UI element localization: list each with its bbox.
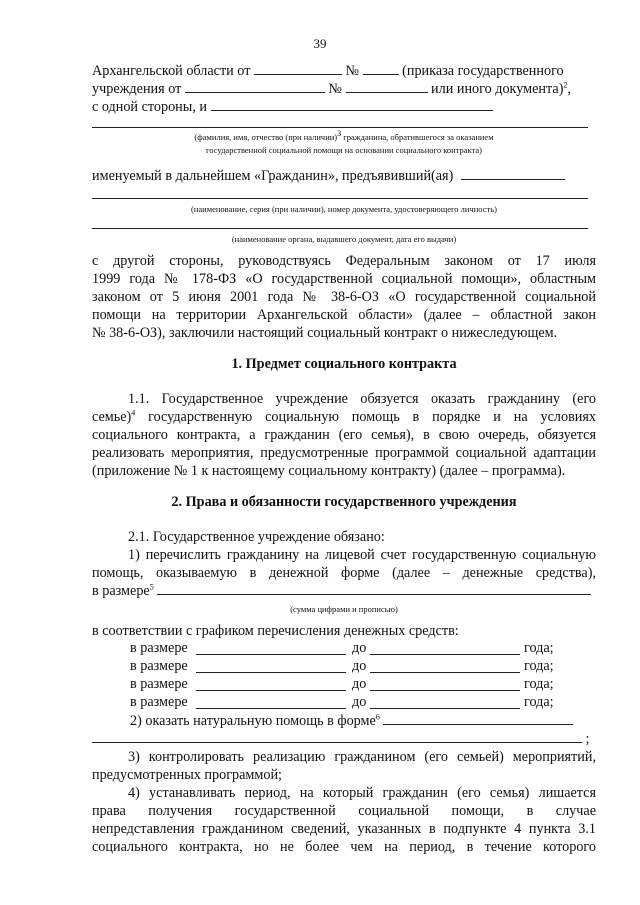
number-sign: № [345, 63, 360, 79]
footnote-ref: 5 [149, 582, 154, 592]
s11-line: (приложение № 1 к настоящему социальному контракту) (далее – программа). [92, 463, 566, 479]
fio-caption-2: государственной социальной помощи на основании социального контракта) [206, 145, 482, 155]
s21-heading: 2.1. Государственное учреждение обязано: [128, 529, 385, 545]
amount-blank[interactable] [196, 696, 346, 709]
date-blank[interactable] [185, 80, 325, 93]
number-blank[interactable] [346, 80, 428, 93]
intro-text: (приказа государственного [402, 63, 564, 79]
amount-blank[interactable] [196, 642, 346, 655]
item-1-line: помощь, оказываемую в денежной форме (далее – денежные средства), [92, 565, 596, 581]
footnote-ref: 6 [375, 712, 380, 722]
intro-line-3 [92, 98, 596, 116]
preamble-line: с другой стороны, руководствуясь Федеральным законом от 17 июля [92, 253, 596, 269]
item-4-line: непредставления гражданином сведений, указанных в подпункте 4 пункта 3.1 [92, 821, 596, 837]
preamble-line: № 38-6-ОЗ), заключили настоящий социальный контракт о нижеследующем. [92, 325, 558, 341]
fio-line[interactable] [92, 127, 588, 128]
item-3-line: предусмотренных программой; [92, 767, 282, 783]
number-blank[interactable] [363, 62, 399, 75]
date-blank[interactable] [254, 62, 342, 75]
intro-text: или иного документа) [431, 81, 564, 97]
s11-line: семье)$^4$ государственную социальную помощь в порядке и на условиях [92, 408, 596, 425]
item-1-line: в размере$^5$ [92, 582, 596, 600]
date-blank[interactable] [370, 642, 520, 655]
date-blank[interactable] [370, 660, 520, 673]
schedule-intro: в соответствии с графиком перечисления денежных средств: [92, 623, 459, 639]
footnote-ref: 2 [563, 80, 568, 90]
footnote-ref: 3 [337, 129, 342, 139]
s11-line: 1.1. Государственное учреждение обязуется оказать гражданину (его [128, 391, 596, 407]
item-4-line: социального контракта, но не более чем на период, в течение которого [92, 839, 596, 855]
fio-caption: (фамилия, имя, отчество (при наличии)$^3$ гражданина, обратившегося за оказанием [194, 129, 494, 142]
issuer-caption: (наименование органа, выдавшего документ, дата его выдачи) [231, 234, 457, 244]
document-page: 39 Архангельской области от № (приказа государственного учреждения от № или иного документа)$^2$, с одной стороны, и (фамилия, имя, отчество (при наличии)$^3$ гражданина, обратившегося за оказанием государственной социальной помощи на основании социального контракта) именуемый в дальнейшем «Гражданин», предъявивший(ая) (наименование, серия (при наличии), номер документа, удостоверяющего личность) (наименование органа, выдавшего документ, дата его выдачи) с другой стороны, руководствуясь Федеральным законом от 17 июля 1999 года № 178-ФЗ «О государственной социальной помощи», областным законом от 5 июня 2001 года № 38-6-ОЗ «О государственной социальной помощи на территории Архангельской области» (далее – областной закон № 38-6-ОЗ), заключили настоящий социальный контракт о нижеследующем. 1. Предмет социального контракта 1.1. Государственное учреждение обязуется оказать гражданину (его семье)$^4$ государственную социальную помощь в порядке и на условиях социального контракта, а гражданин (его семья), в свою очередь, обязуется реализовать мероприятия, предусмотренные программой социальной адаптации (приложение № 1 к настоящему социальному контракту) (далее – программа). 2. Права и обязанности государственного учреждения 2.1. Государственное учреждение обязано: 1) перечислить гражданину на лицевой счет государственную социальную помощь, оказываемую в денежной форме (далее – денежные средства), в размере$^5$ (сумма цифрами и прописью) в соответствии с графиком перечисления денежных средств: в размере до года; в размере до года; в размере до года; в размере до года; 2) оказать натуральную помощь в форме$^6$ ; 3) контролировать реализацию гражданином (его семьей) мероприятий, предусмотренных программой; 4) устанавливать период, на который гражданин (его семья) лишается права получения государственной социальной помощи, в случае непредставления гражданином сведений, указанных в подпункте 4 пункта 3.1 социального контракта, но не более чем на период, в течение которого [0, 0, 640, 905]
intro-text: , [567, 81, 571, 97]
document-blank[interactable] [461, 167, 565, 180]
intro-text: учреждения от [92, 81, 182, 97]
item-2-line: 2) оказать натуральную помощь в форме$^6$ [130, 712, 634, 730]
party-blank[interactable] [211, 98, 493, 111]
item-2-continuation: ; [92, 730, 596, 748]
item-1-line: 1) перечислить гражданину на лицевой счет государственную социальную [128, 547, 596, 563]
s11-line: реализовать мероприятия, предусмотренные программой социальной адаптации [92, 445, 596, 461]
page-number: 39 [313, 36, 327, 51]
item-4-line: 4) устанавливать период, на который гражданин (его семья) лишается [128, 785, 596, 801]
footnote-ref: 4 [131, 408, 136, 418]
document-caption: (наименование, серия (при наличии), номер документа, удостоверяющего личность) [191, 204, 497, 214]
in-kind-blank[interactable] [383, 712, 573, 725]
number-sign: № [328, 81, 342, 97]
item-4-line: права получения государственной социальной помощи, в случае [92, 803, 596, 819]
intro-text: с одной стороны, и [92, 99, 207, 115]
sum-blank[interactable] [157, 582, 591, 595]
named-text: именуемый в дальнейшем «Гражданин», предъявивший(ая) [92, 168, 454, 184]
date-blank[interactable] [370, 696, 520, 709]
item-3-line: 3) контролировать реализацию гражданином (его семьей) мероприятий, [128, 749, 596, 765]
intro-line-2 [92, 80, 596, 98]
issuer-line[interactable] [92, 228, 588, 229]
date-blank[interactable] [370, 678, 520, 691]
sum-caption: (сумма цифрами и прописью) [290, 604, 398, 614]
s11-line: социального контракта, а гражданин (его семья), в свою очередь, обязуется [92, 427, 596, 443]
in-kind-blank-2[interactable] [92, 730, 582, 743]
preamble-line: 1999 года № 178-ФЗ «О государственной социальной помощи», областным [92, 271, 596, 287]
section-1-title: 1. Предмет социального контракта [231, 356, 457, 372]
document-line[interactable] [92, 198, 588, 199]
preamble-line: законом от 5 июня 2001 года № 38-6-ОЗ «О государственной социальной [92, 289, 596, 305]
amount-blank[interactable] [196, 660, 346, 673]
preamble-line: помощи на территории Архангельской области» (далее – областной закон [92, 307, 596, 323]
intro-line-1 [92, 62, 596, 80]
amount-blank[interactable] [196, 678, 346, 691]
named-line [92, 167, 596, 185]
intro-text: Архангельской области от [92, 63, 251, 79]
section-2-title: 2. Права и обязанности государственного учреждения [171, 494, 517, 510]
